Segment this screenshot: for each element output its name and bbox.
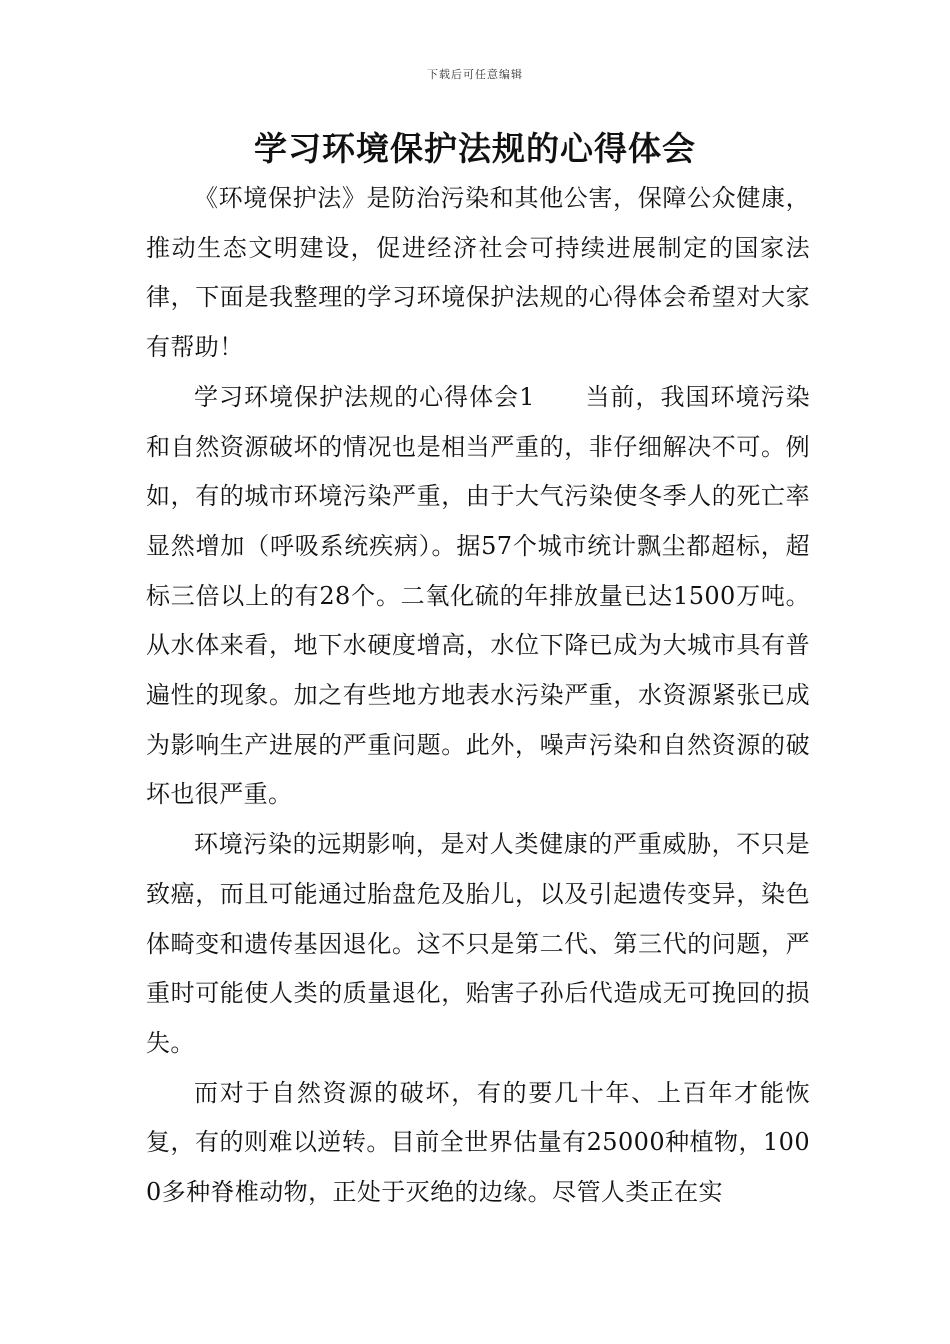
header-note: 下载后可任意编辑 [427, 68, 523, 81]
paragraph-section-1: 学习环境保护法规的心得体会1 当前，我国环境污染和自然资源破坏的情况也是相当严重的，非仔细解决不可。例如，有的城市环境污染严重，由于大气污染使冬季人的死亡率显然增加（呼吸系统疾病）。据57个城市统计飘尘都超标，超标三倍以上的有28个。二氧化硫的年排放量已达1500万吨。从水体来看，地下水硬度增高，水位下降已成为大城市具有普遍性的现象。加之有些地方地表水污染严重，水资源紧张已成为影响生产进展的严重问题。此外，噪声污染和自然资源的破坏也很严重。 [146, 382, 810, 809]
document-body [146, 174, 810, 1218]
paragraph-intro: 《环境保护法》是防治污染和其他公害，保障公众健康，推动生态文明建设，促进经济社会可持续进展制定的国家法律，下面是我整理的学习环境保护法规的心得体会希望对大家有帮助！ [146, 184, 810, 362]
paragraph-health-impact: 环境污染的远期影响，是对人类健康的严重威胁，不只是致癌，而且可能通过胎盘危及胎儿，以及引起遗传变异，染色体畸变和遗传基因退化。这不只是第二代、第三代的问题，严重时可能使人类的质量退化，贻害子孙后代造成无可挽回的损失。 [146, 830, 810, 1057]
document-title: 学习环境保护法规的心得体会 [254, 129, 696, 168]
paragraph-resource-damage: 而对于自然资源的破坏，有的要几十年、上百年才能恢复，有的则难以逆转。目前全世界估量有25000种植物，1000多种脊椎动物，正处于灭绝的边缘。尽管人类正在实 [146, 1078, 810, 1207]
